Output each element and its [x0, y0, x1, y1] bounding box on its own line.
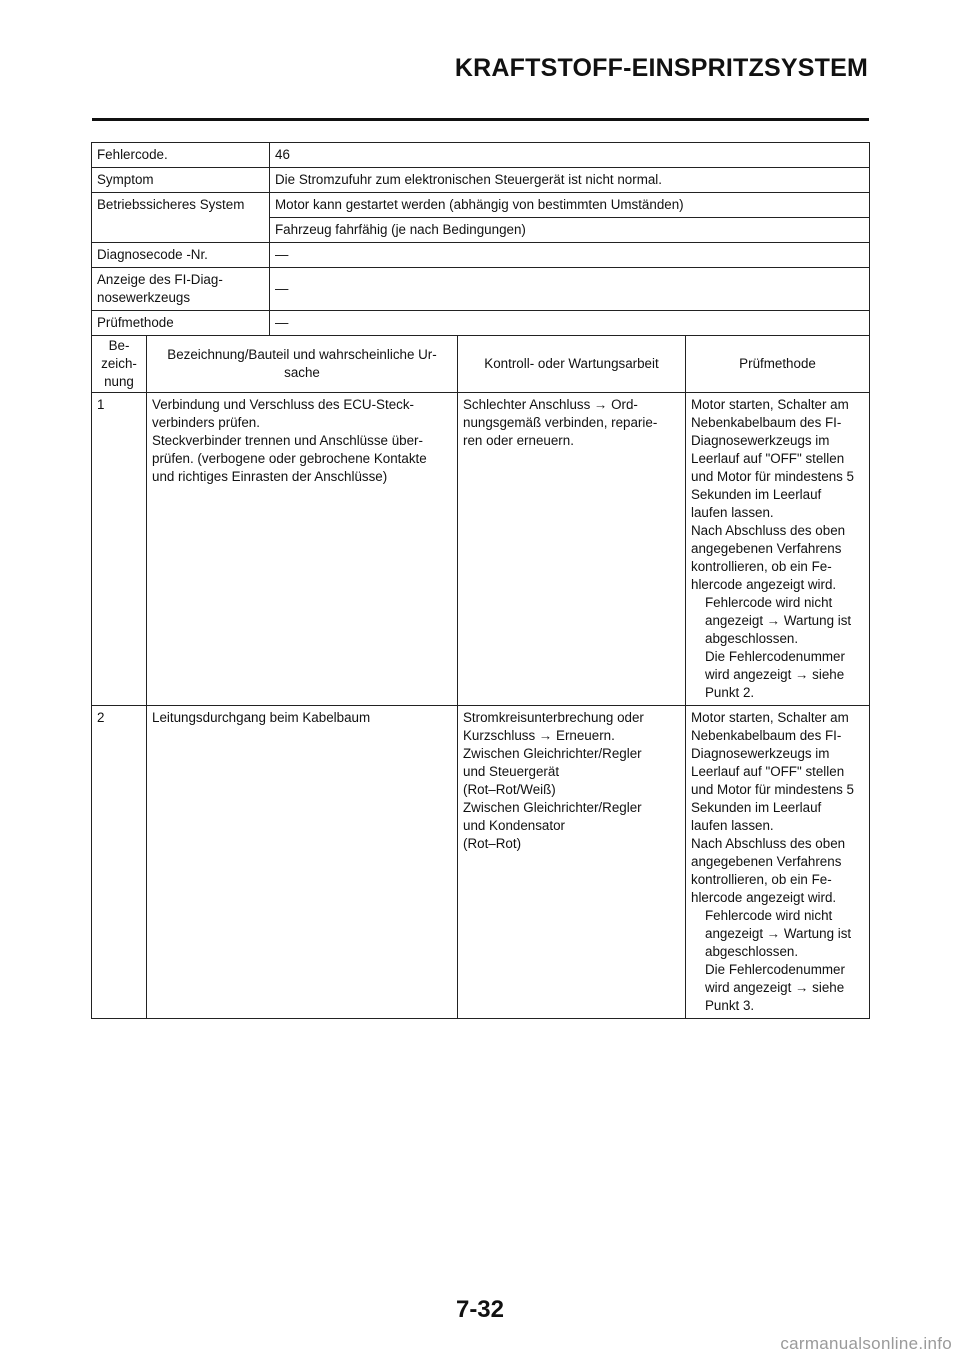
text-line: Stromkreisunterbrechung oder	[463, 710, 644, 725]
text-line: hlercode angezeigt wird.	[691, 890, 837, 905]
anzeige-label-line: Anzeige des FI-Diag-	[97, 272, 223, 287]
watermark: carmanualsonline.info	[780, 1334, 952, 1353]
fehlercode-row	[92, 143, 870, 168]
betrieb-value-2: Fahrzeug fahrfähig (je nach Bedingungen)	[270, 218, 870, 243]
page-title: KRAFTSTOFF-EINSPRITZSYSTEM	[454, 54, 868, 82]
betrieb-value-1: Motor kann gestartet werden (abhängig von bestimmten Umständen)	[270, 193, 870, 218]
text-line: angezeigt → Wartung ist	[705, 613, 852, 628]
text-line: Verbindung und Verschluss des ECU-Steck-	[152, 397, 414, 412]
row-number: 2	[92, 706, 147, 1019]
symptom-label: Symptom	[92, 168, 270, 193]
row-pruef	[686, 393, 870, 706]
text-line: kontrollieren, ob ein Fe-	[691, 872, 832, 887]
text-line: Sekunden im Leerlauf	[691, 487, 822, 502]
pruefmethode-value: —	[270, 311, 870, 336]
pruefmethode-label: Prüfmethode	[92, 311, 270, 336]
text-line: Punkt 2.	[705, 685, 755, 700]
anzeige-row	[92, 268, 870, 311]
text-line: Nebenkabelbaum des FI-	[691, 415, 842, 430]
diagnosecode-row	[92, 243, 870, 268]
column-header-line: nung	[104, 374, 134, 389]
row-bezeichnung	[147, 706, 458, 1019]
pruefmethode-row	[92, 311, 870, 336]
column-header-line: sache	[284, 365, 320, 380]
column-header-row	[92, 336, 870, 393]
text-line: abgeschlossen.	[705, 631, 799, 646]
row-pruef	[686, 706, 870, 1019]
text-line: Nach Abschluss des oben	[691, 836, 846, 851]
text-line: Punkt 3.	[705, 998, 755, 1013]
text-line: Sekunden im Leerlauf	[691, 800, 822, 815]
text-line: Schlechter Anschluss → Ord-	[463, 397, 638, 412]
text-line: (Rot–Rot)	[463, 836, 522, 851]
text-line: hlercode angezeigt wird.	[691, 577, 837, 592]
anzeige-value: —	[270, 268, 870, 311]
column-header-kontroll: Kontroll- oder Wartungsarbeit	[458, 336, 686, 393]
text-line: Motor starten, Schalter am	[691, 397, 849, 412]
text-line: Diagnosewerkzeugs im	[691, 433, 830, 448]
text-line: und Kondensator	[463, 818, 565, 833]
diagnosecode-label: Diagnosecode -Nr.	[92, 243, 270, 268]
text-line: angegebenen Verfahrens	[691, 541, 842, 556]
text-line: und richtiges Einrasten der Anschlüsse)	[152, 469, 388, 484]
text-line: und Motor für mindestens 5	[691, 782, 855, 797]
text-line: Die Fehlercodenummer	[705, 962, 845, 977]
text-line: und Steuergerät	[463, 764, 560, 779]
text-line: Die Fehlercodenummer	[705, 649, 845, 664]
column-header-line: zeich-	[101, 356, 137, 371]
page-number: 7-32	[455, 1296, 505, 1323]
anzeige-label-line: nosewerkzeugs	[97, 290, 191, 305]
column-header-bezeichnung	[147, 336, 458, 393]
column-header-line: Be-	[108, 338, 130, 353]
diagnostic-table	[91, 142, 870, 1019]
symptom-value: Die Stromzufuhr zum elektronischen Steuergerät ist nicht normal.	[270, 168, 870, 193]
betrieb-row-1	[92, 193, 870, 218]
text-line: Kurzschluss → Erneuern.	[463, 728, 615, 743]
text-line: wird angezeigt → siehe	[705, 980, 845, 995]
text-line: Fehlercode wird nicht	[705, 595, 833, 610]
text-line: Motor starten, Schalter am	[691, 710, 849, 725]
diagnosecode-value: —	[270, 243, 870, 268]
text-line: verbinders prüfen.	[152, 415, 260, 430]
text-line: abgeschlossen.	[705, 944, 799, 959]
column-header-line: Bezeichnung/Bauteil und wahrscheinliche Ur-	[167, 347, 437, 362]
fehlercode-label: Fehlercode.	[92, 143, 270, 168]
text-line: und Motor für mindestens 5	[691, 469, 855, 484]
table-row	[92, 706, 870, 1019]
text-line: kontrollieren, ob ein Fe-	[691, 559, 832, 574]
text-line: prüfen. (verbogene oder gebrochene Kontakte	[152, 451, 427, 466]
text-line: Zwischen Gleichrichter/Regler	[463, 746, 642, 761]
text-line: laufen lassen.	[691, 818, 774, 833]
text-line: Nebenkabelbaum des FI-	[691, 728, 842, 743]
text-line: ren oder erneuern.	[463, 433, 574, 448]
column-header-nr	[92, 336, 147, 393]
text-line: Fehlercode wird nicht	[705, 908, 833, 923]
row-number: 1	[92, 393, 147, 706]
text-line: Diagnosewerkzeugs im	[691, 746, 830, 761]
text-line: Nach Abschluss des oben	[691, 523, 846, 538]
betrieb-label: Betriebssicheres System	[92, 193, 270, 243]
text-line: Leitungsdurchgang beim Kabelbaum	[152, 710, 371, 725]
anzeige-label	[92, 268, 270, 311]
text-line: wird angezeigt → siehe	[705, 667, 845, 682]
text-line: Steckverbinder trennen und Anschlüsse über-	[152, 433, 423, 448]
title-rule	[92, 118, 869, 121]
text-line: laufen lassen.	[691, 505, 774, 520]
row-bezeichnung	[147, 393, 458, 706]
text-line: (Rot–Rot/Weiß)	[463, 782, 556, 797]
text-line: Zwischen Gleichrichter/Regler	[463, 800, 642, 815]
text-line: nungsgemäß verbinden, reparie-	[463, 415, 658, 430]
fehlercode-value: 46	[270, 143, 870, 168]
symptom-row	[92, 168, 870, 193]
row-kontroll	[458, 706, 686, 1019]
text-line: Leerlauf auf "OFF" stellen	[691, 451, 845, 466]
row-kontroll	[458, 393, 686, 706]
text-line: angegebenen Verfahrens	[691, 854, 842, 869]
text-line: angezeigt → Wartung ist	[705, 926, 852, 941]
table-row	[92, 393, 870, 706]
text-line: Leerlauf auf "OFF" stellen	[691, 764, 845, 779]
column-header-pruef: Prüfmethode	[686, 336, 870, 393]
